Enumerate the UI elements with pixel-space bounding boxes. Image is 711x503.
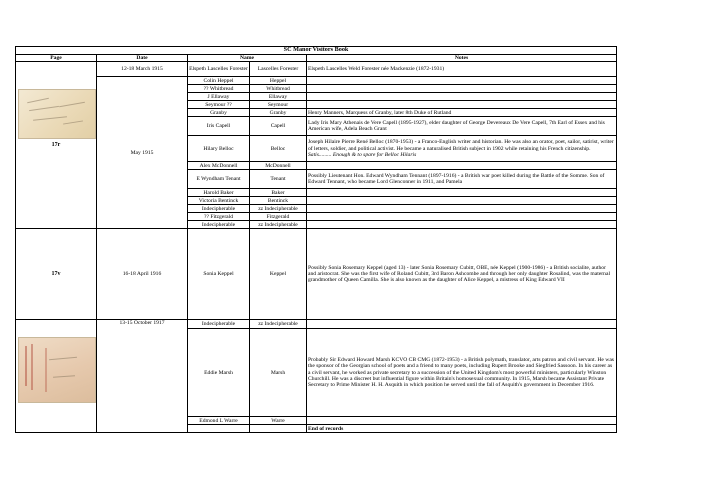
notes-cell bbox=[307, 189, 617, 197]
surname-cell: Whitbread bbox=[250, 85, 307, 93]
notes-text: Joseph Hilaire Pierre René Belloc (1870-1953) - a Franco-English writer and historian. He was also an orator, poet, sailor, satirist, writer of letters, soldier, and political activist. He became a naturalised British subject in 1902 while retaining his French citizenship. bbox=[308, 139, 614, 152]
page-label-17r: 17r bbox=[51, 141, 61, 148]
full-name-cell: Seymour ?? bbox=[188, 101, 250, 109]
full-name-cell: Indecipherable bbox=[188, 205, 250, 213]
notes-cell: Henry Manners, Marquess of Granby, later 8th Duke of Rutland bbox=[307, 109, 617, 117]
surname-cell: Marsh bbox=[250, 329, 307, 417]
page-cell-18r bbox=[16, 320, 97, 433]
notes-cell bbox=[307, 221, 617, 229]
surname-cell: Bentinck bbox=[250, 197, 307, 205]
notes-cell bbox=[307, 77, 617, 85]
header-notes: Notes bbox=[307, 54, 617, 61]
full-name-cell: Colin Heppel bbox=[188, 77, 250, 85]
date-cell: 16-18 April 1916 bbox=[97, 229, 188, 320]
header-page: Page bbox=[16, 54, 97, 61]
full-name-cell: Indecipherable bbox=[188, 320, 250, 329]
surname-cell: Capell bbox=[250, 117, 307, 136]
surname-cell: Seymour bbox=[250, 101, 307, 109]
surname-cell: Keppel bbox=[250, 229, 307, 320]
full-name-cell: Elspeth Lascelles Forester bbox=[188, 62, 250, 77]
notes-cell: Probably Sir Edward Howard Marsh KCVO CB CMG (1872-1953) - a British polymath, translator, arts patron and civil servant. He was the sponsor of the Georgian school of poets and a friend to many poets, including Rupert Brooke and Siegfried Sassoon. In his career as a civil servant, he worked as private secretary to a succession of the United Kingdom's most powerful ministers, particularly Winston Churchill. He was a discreet but influential figure within Britain's homosexual community. In 1915, Marsh became Assistant Private Secretary to Prime Minister H. H. Asquith in which position he served until the fall of Asquith's government in December 1916. bbox=[307, 329, 617, 417]
notes-cell bbox=[307, 101, 617, 109]
full-name-cell: Alex McDonnell bbox=[188, 162, 250, 170]
header-name: Name bbox=[188, 54, 307, 61]
notes-cell: Possibly Sonia Rosemary Keppel (aged 13) - later Sonia Rosemary Cubitt, OBE, née Keppel (1900-1986) - a British socialite, author and aristocrat. She was the first wife of Roland Cubitt, 3rd Baron Ashcombe and through her only daughter Rosalind, was the maternal grandmother of Queen Camilla. She is also known as the daughter of Alice Keppel, a mistress of King Edward VII bbox=[307, 229, 617, 320]
notes-cell bbox=[307, 213, 617, 221]
date-cell: May 1915 bbox=[97, 77, 188, 229]
notes-quote: Satis......... Enough & to spare for Belloc Hilaris bbox=[308, 151, 417, 158]
full-name-cell: Harold Baker bbox=[188, 189, 250, 197]
notes-cell bbox=[307, 205, 617, 213]
full-name-cell: ?? Whitbread bbox=[188, 85, 250, 93]
surname-cell: Tenant bbox=[250, 170, 307, 189]
full-name-cell bbox=[188, 425, 250, 433]
notes-cell bbox=[307, 320, 617, 329]
full-name-cell: Eddie Marsh bbox=[188, 329, 250, 417]
surname-cell: zz Indecipherable bbox=[250, 205, 307, 213]
header-date: Date bbox=[97, 54, 188, 61]
surname-cell: Heppel bbox=[250, 77, 307, 85]
surname-cell: Baker bbox=[250, 189, 307, 197]
page-cell-17r bbox=[16, 62, 97, 229]
surname-cell: zz Indecipherable bbox=[250, 320, 307, 329]
surname-cell: Granby bbox=[250, 109, 307, 117]
notes-cell bbox=[307, 197, 617, 205]
full-name-cell: Edmond L Warre bbox=[188, 417, 250, 425]
date-cell: 12-18 March 1915 bbox=[97, 62, 188, 77]
full-name-cell: J Ellaway bbox=[188, 93, 250, 101]
end-of-records: End of records bbox=[307, 425, 617, 433]
notes-cell bbox=[307, 417, 617, 425]
full-name-cell: Hilary Belloc bbox=[188, 136, 250, 162]
page-thumbnail-18r bbox=[18, 337, 96, 403]
full-name-cell: Granby bbox=[188, 109, 250, 117]
page-thumbnail-17r bbox=[18, 89, 96, 139]
notes-cell: Elspeth Lascelles Weld Forester née Mackenzie (1872-1931) bbox=[307, 62, 617, 77]
surname-cell bbox=[250, 425, 307, 433]
surname-cell: zz Indecipherable bbox=[250, 221, 307, 229]
surname-cell: Belloc bbox=[250, 136, 307, 162]
surname-cell: Fitzgerald bbox=[250, 213, 307, 221]
visitors-book-table bbox=[15, 46, 617, 433]
full-name-cell: E Wyndham Tenant bbox=[188, 170, 250, 189]
date-cell: 13-15 October 1917 bbox=[97, 320, 188, 433]
surname-cell: McDonnell bbox=[250, 162, 307, 170]
full-name-cell: Indecipherable bbox=[188, 221, 250, 229]
table-title: SC Manor Visitors Book bbox=[16, 47, 617, 55]
full-name-cell: ?? Fitzgerald bbox=[188, 213, 250, 221]
notes-cell: Possibly Lieutenant Hon. Edward Wyndham Tennant (1897-1916) - a British war poet killed during the Battle of the Somme. Son of Edward Tennant, who became Lord Glenconner in 1911, and Pamela bbox=[307, 170, 617, 189]
full-name-cell: Victoria Bentinck bbox=[188, 197, 250, 205]
surname-cell: Lascelles Forester bbox=[250, 62, 307, 77]
surname-cell: Ellaway bbox=[250, 93, 307, 101]
notes-cell: Lady Iris Mary Athenais de Vere Capell (1895-1927), elder daughter of George Devereaux De Vere Capell, 7th Earl of Essex and his American wife, Adela Beach Grant bbox=[307, 117, 617, 136]
notes-cell bbox=[307, 93, 617, 101]
page-cell-17v: 17v bbox=[16, 229, 97, 320]
notes-cell bbox=[307, 136, 617, 162]
surname-cell: Warre bbox=[250, 417, 307, 425]
full-name-cell: Sonia Keppel bbox=[188, 229, 250, 320]
full-name-cell: Iris Capell bbox=[188, 117, 250, 136]
notes-cell bbox=[307, 162, 617, 170]
notes-cell bbox=[307, 85, 617, 93]
